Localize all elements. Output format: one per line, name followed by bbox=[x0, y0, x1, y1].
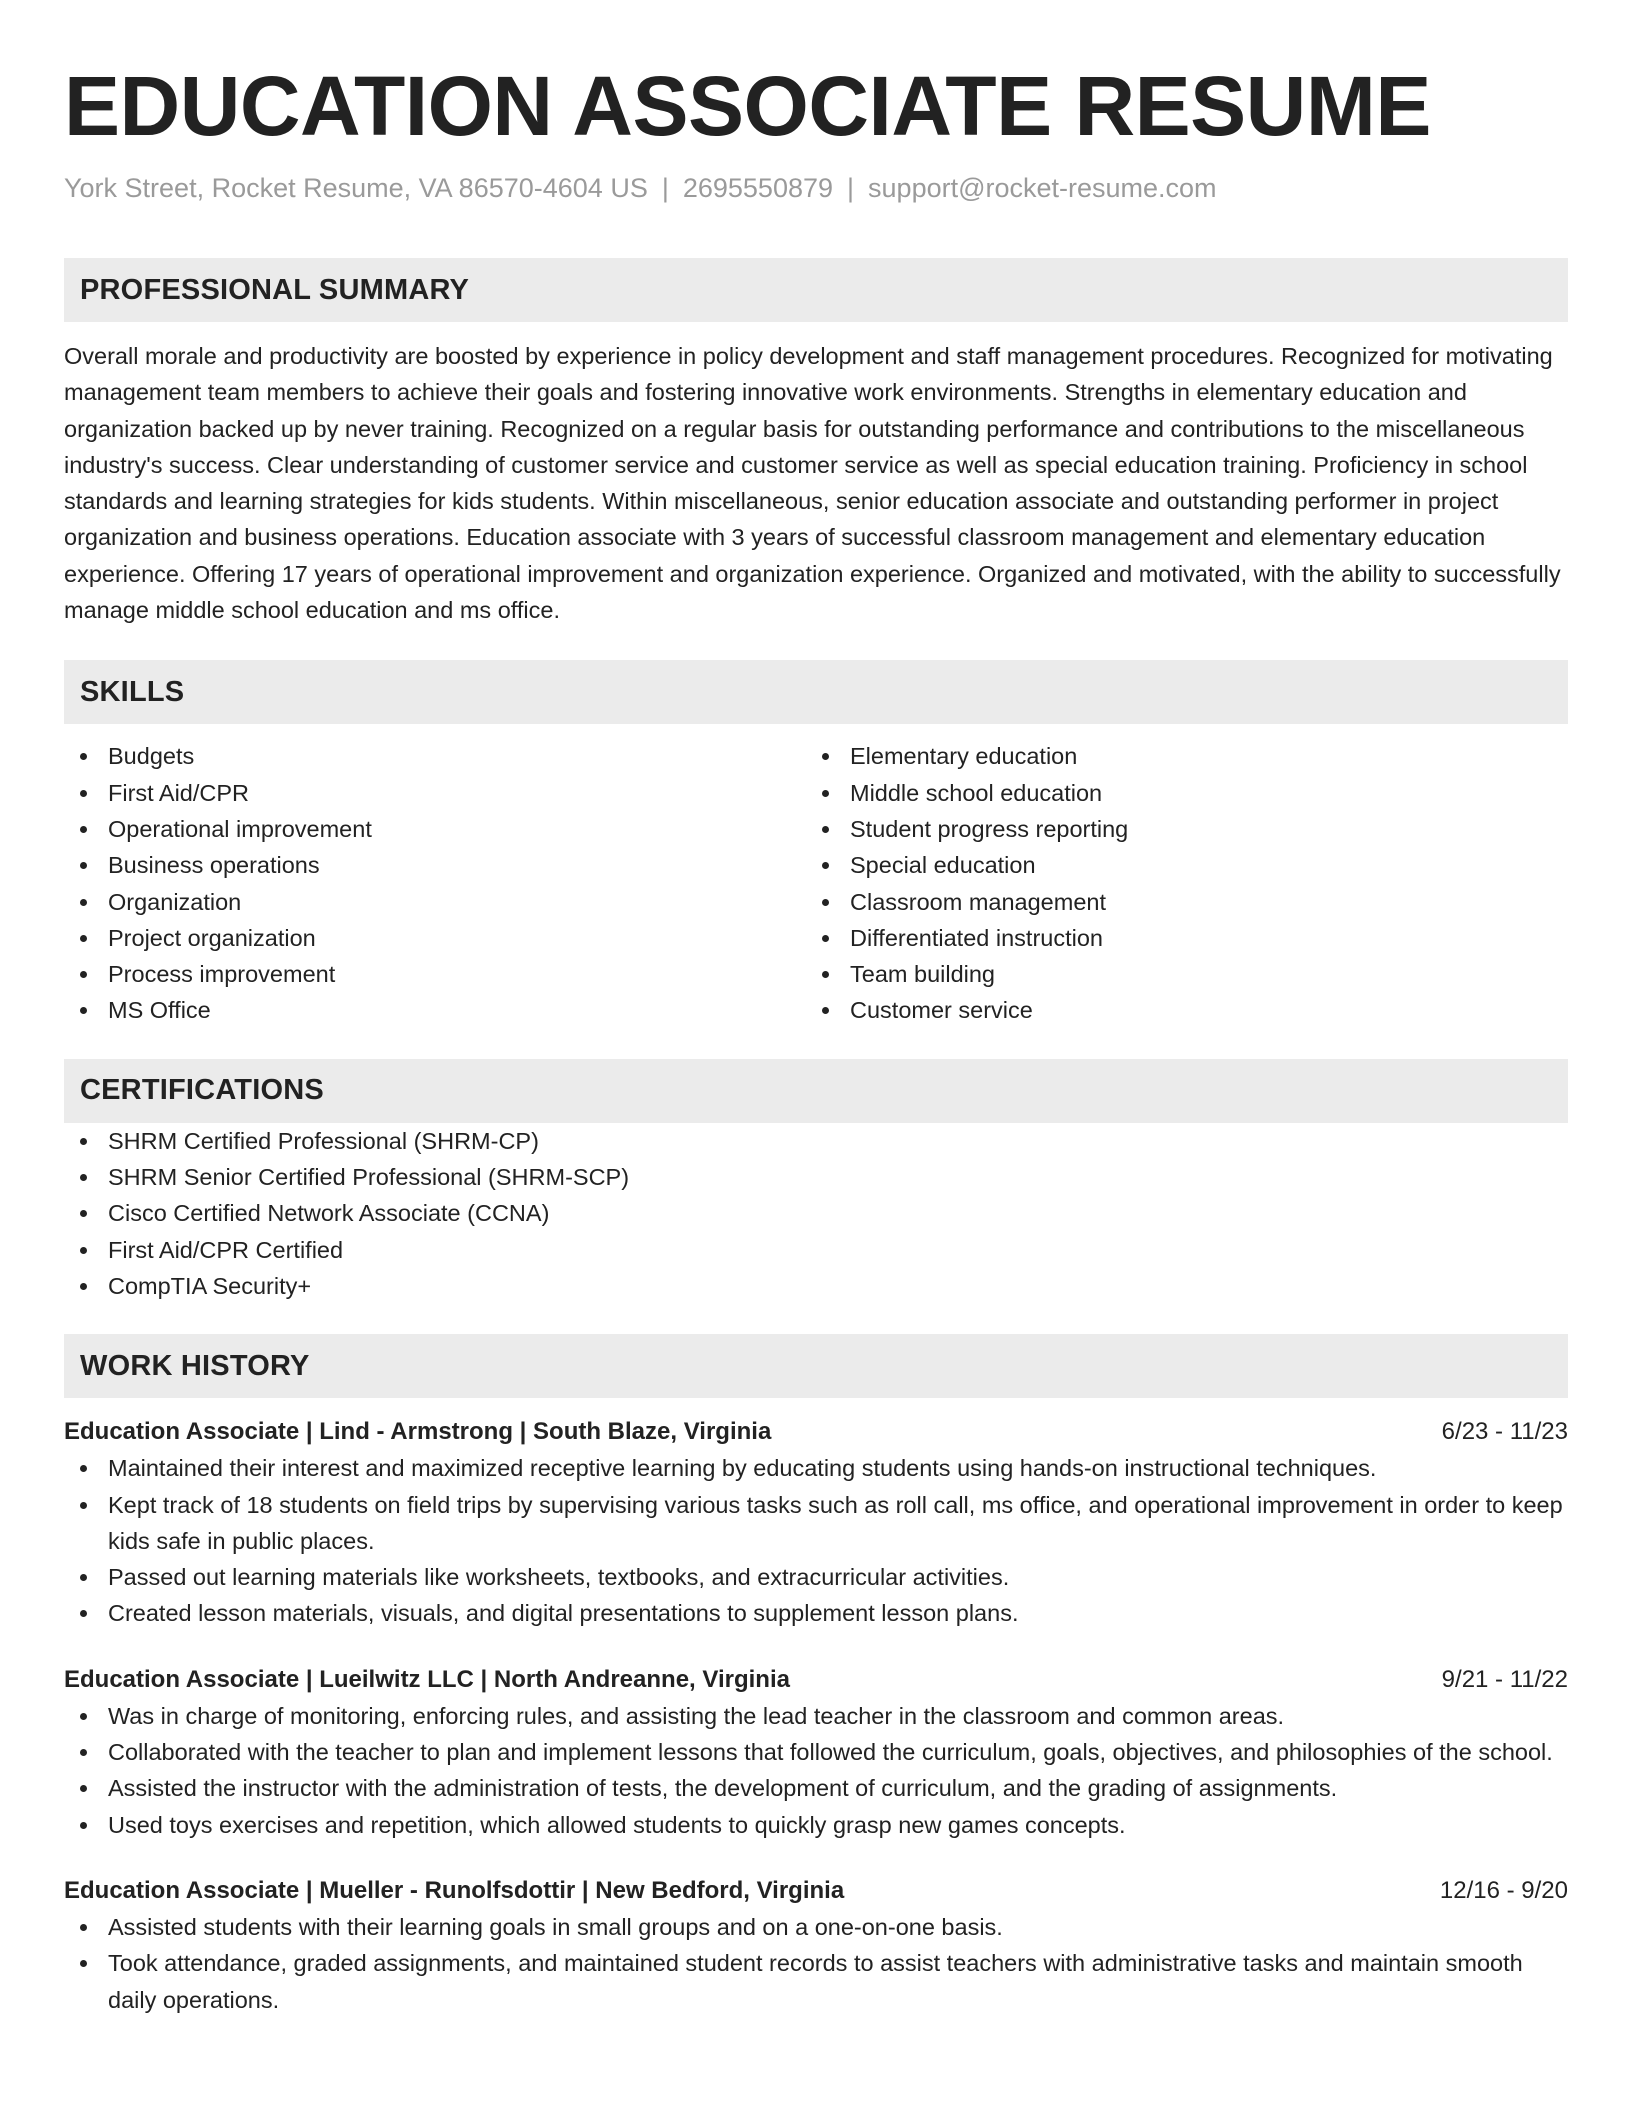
job-bullets bbox=[64, 1450, 1568, 1631]
bullet-icon bbox=[822, 753, 829, 760]
list-item bbox=[64, 1807, 1568, 1843]
job-dates: 6/23 - 11/23 bbox=[1441, 1418, 1568, 1446]
bullet-icon bbox=[822, 971, 829, 978]
bullet-icon bbox=[80, 1007, 87, 1014]
list-item bbox=[64, 1770, 1568, 1806]
section-header-skills: SKILLS bbox=[64, 660, 1568, 724]
list-item-text: Kept track of 18 students on field trips by supervising various tasks such as roll call, ms office, and operational improvement in order to keep kids safe in public places. bbox=[108, 1491, 1563, 1554]
list-item-text: Student progress reporting bbox=[850, 815, 1129, 842]
list-item-text: Organization bbox=[108, 888, 242, 915]
job-title: Education Associate | Lueilwitz LLC | North Andreanne, Virginia bbox=[64, 1665, 790, 1693]
job-header bbox=[64, 1662, 1568, 1698]
contact-phone: 2695550879 bbox=[682, 173, 834, 203]
contact-email: support@rocket-resume.com bbox=[868, 173, 1217, 203]
bullet-icon bbox=[80, 1247, 87, 1254]
job-dates: 9/21 - 11/22 bbox=[1441, 1665, 1568, 1693]
job-entry bbox=[64, 1662, 1568, 1843]
list-item-text: Was in charge of monitoring, enforcing rules, and assisting the lead teacher in the classroom and common areas. bbox=[108, 1702, 1285, 1729]
bullet-icon bbox=[822, 862, 829, 869]
bullet-icon bbox=[80, 1610, 87, 1617]
bullet-icon bbox=[80, 1283, 87, 1290]
list-item-text: Special education bbox=[850, 852, 1036, 879]
list-item-text: SHRM Senior Certified Professional (SHRM-SCP) bbox=[108, 1164, 630, 1191]
job-bullets bbox=[64, 1909, 1568, 2018]
bullet-icon bbox=[80, 935, 87, 942]
bullet-icon bbox=[80, 1822, 87, 1829]
list-item-text: Customer service bbox=[850, 997, 1033, 1024]
list-item-text: Middle school education bbox=[850, 779, 1103, 806]
list-item bbox=[64, 992, 806, 1028]
list-item bbox=[64, 1159, 1568, 1195]
list-item bbox=[64, 1734, 1568, 1770]
list-item-text: Took attendance, graded assignments, and maintained student records to assist teachers with administrative tasks and maintain smooth daily operations. bbox=[108, 1950, 1523, 2013]
bullet-icon bbox=[822, 1007, 829, 1014]
job-header bbox=[64, 1414, 1568, 1450]
job-entry bbox=[64, 1873, 1568, 2018]
list-item bbox=[64, 1595, 1568, 1631]
skills-list-right bbox=[806, 738, 1548, 1028]
list-item bbox=[806, 738, 1548, 774]
job-entry bbox=[64, 1414, 1568, 1631]
list-item bbox=[64, 956, 806, 992]
skills-list-left bbox=[64, 738, 806, 1028]
list-item bbox=[806, 811, 1548, 847]
bullet-icon bbox=[822, 935, 829, 942]
list-item-text: Cisco Certified Network Associate (CCNA) bbox=[108, 1200, 550, 1227]
list-item-text: Assisted the instructor with the administration of tests, the development of curriculum, and the grading of assignments. bbox=[108, 1775, 1338, 1802]
bullet-icon bbox=[80, 862, 87, 869]
list-item bbox=[806, 920, 1548, 956]
list-item-text: Team building bbox=[850, 961, 996, 988]
list-item-text: SHRM Certified Professional (SHRM-CP) bbox=[108, 1127, 539, 1154]
list-item-text: First Aid/CPR Certified bbox=[108, 1236, 344, 1263]
list-item bbox=[64, 1487, 1568, 1560]
list-item bbox=[64, 1559, 1568, 1595]
list-item-text: MS Office bbox=[108, 997, 211, 1024]
list-item-text: First Aid/CPR bbox=[108, 779, 250, 806]
list-item-text: Classroom management bbox=[850, 888, 1106, 915]
contact-separator: | bbox=[847, 173, 855, 203]
skills-column-right bbox=[806, 738, 1548, 1028]
skills-grid bbox=[64, 738, 1568, 1028]
bullet-icon bbox=[822, 899, 829, 906]
list-item bbox=[806, 956, 1548, 992]
list-item bbox=[64, 1232, 1568, 1268]
job-title: Education Associate | Mueller - Runolfsdottir | New Bedford, Virginia bbox=[64, 1876, 845, 1904]
bullet-icon bbox=[80, 1465, 87, 1472]
list-item bbox=[64, 738, 806, 774]
bullet-icon bbox=[80, 826, 87, 833]
list-item-text: Created lesson materials, visuals, and digital presentations to supplement lesson plans. bbox=[108, 1600, 1019, 1627]
list-item bbox=[64, 920, 806, 956]
list-item bbox=[64, 775, 806, 811]
list-item bbox=[64, 1268, 1568, 1304]
job-title: Education Associate | Lind - Armstrong | South Blaze, Virginia bbox=[64, 1418, 772, 1446]
resume-title: EDUCATION ASSOCIATE RESUME bbox=[64, 59, 1431, 153]
section-header-summary: PROFESSIONAL SUMMARY bbox=[64, 258, 1568, 322]
list-item-text: Budgets bbox=[108, 743, 195, 770]
contact-address: York Street, Rocket Resume, VA 86570-4604 US bbox=[64, 173, 648, 203]
list-item-text: Differentiated instruction bbox=[850, 924, 1103, 951]
bullet-icon bbox=[822, 826, 829, 833]
contact-separator: | bbox=[661, 173, 669, 203]
list-item bbox=[64, 884, 806, 920]
job-dates: 12/16 - 9/20 bbox=[1439, 1876, 1568, 1904]
job-header bbox=[64, 1873, 1568, 1909]
summary-text: Overall morale and productivity are boosted by experience in policy development and staff management procedures. Recognized for motivating management team members to achieve their goals and fostering innovative work environments. Strengths in elementary education and organization backed up by never training. Recognized on a regular basis for outstanding performance and contributions to the miscellaneous industry's success. Clear understanding of customer service and customer service as well as special education training. Proficiency in school standards and learning strategies for kids students. Within miscellaneous, senior education associate and outstanding performer in project organization and business operations. Education associate with 3 years of successful classroom management and elementary education experience. Offering 17 years of operational improvement and organization experience. Organized and motivated, with the ability to successfully manage middle school education and ms office. bbox=[64, 343, 1561, 624]
list-item-text: Project organization bbox=[108, 924, 316, 951]
list-item bbox=[806, 992, 1548, 1028]
section-header-certifications: CERTIFICATIONS bbox=[64, 1059, 1568, 1123]
bullet-icon bbox=[80, 1502, 87, 1509]
list-item bbox=[806, 884, 1548, 920]
bullet-icon bbox=[80, 1174, 87, 1181]
list-item bbox=[64, 1123, 1568, 1159]
list-item-text: CompTIA Security+ bbox=[108, 1272, 312, 1299]
section-header-work-history: WORK HISTORY bbox=[64, 1334, 1568, 1398]
bullet-icon bbox=[80, 1713, 87, 1720]
list-item bbox=[64, 847, 806, 883]
skills-column-left bbox=[64, 738, 806, 1028]
bullet-icon bbox=[80, 1138, 87, 1145]
bullet-icon bbox=[80, 1785, 87, 1792]
list-item bbox=[64, 1195, 1568, 1231]
list-item bbox=[64, 1698, 1568, 1734]
certifications-list bbox=[64, 1123, 1568, 1304]
list-item-text: Process improvement bbox=[108, 961, 336, 988]
list-item-text: Passed out learning materials like worksheets, textbooks, and extracurricular activities. bbox=[108, 1564, 1010, 1591]
contact-line bbox=[64, 170, 1568, 206]
list-item-text: Elementary education bbox=[850, 743, 1078, 770]
list-item bbox=[806, 775, 1548, 811]
list-item bbox=[64, 1945, 1568, 2018]
list-item-text: Assisted students with their learning goals in small groups and on a one-on-one basis. bbox=[108, 1913, 1003, 1940]
bullet-icon bbox=[80, 1749, 87, 1756]
bullet-icon bbox=[80, 899, 87, 906]
list-item-text: Operational improvement bbox=[108, 815, 372, 842]
list-item bbox=[64, 1909, 1568, 1945]
bullet-icon bbox=[80, 1960, 87, 1967]
job-bullets bbox=[64, 1698, 1568, 1843]
bullet-icon bbox=[80, 1924, 87, 1931]
list-item-text: Maintained their interest and maximized receptive learning by educating students using hands-on instructional techniques. bbox=[108, 1455, 1377, 1482]
list-item bbox=[64, 811, 806, 847]
bullet-icon bbox=[80, 1574, 87, 1581]
bullet-icon bbox=[80, 971, 87, 978]
list-item-text: Collaborated with the teacher to plan and implement lessons that followed the curriculum, goals, objectives, and philosophies of the school. bbox=[108, 1739, 1553, 1766]
list-item bbox=[806, 847, 1548, 883]
bullet-icon bbox=[80, 753, 87, 760]
list-item-text: Used toys exercises and repetition, which allowed students to quickly grasp new games concepts. bbox=[108, 1811, 1126, 1838]
list-item bbox=[64, 1450, 1568, 1486]
bullet-icon bbox=[822, 790, 829, 797]
bullet-icon bbox=[80, 1210, 87, 1217]
list-item-text: Business operations bbox=[108, 852, 320, 879]
resume-page bbox=[64, 0, 1568, 2018]
bullet-icon bbox=[80, 790, 87, 797]
